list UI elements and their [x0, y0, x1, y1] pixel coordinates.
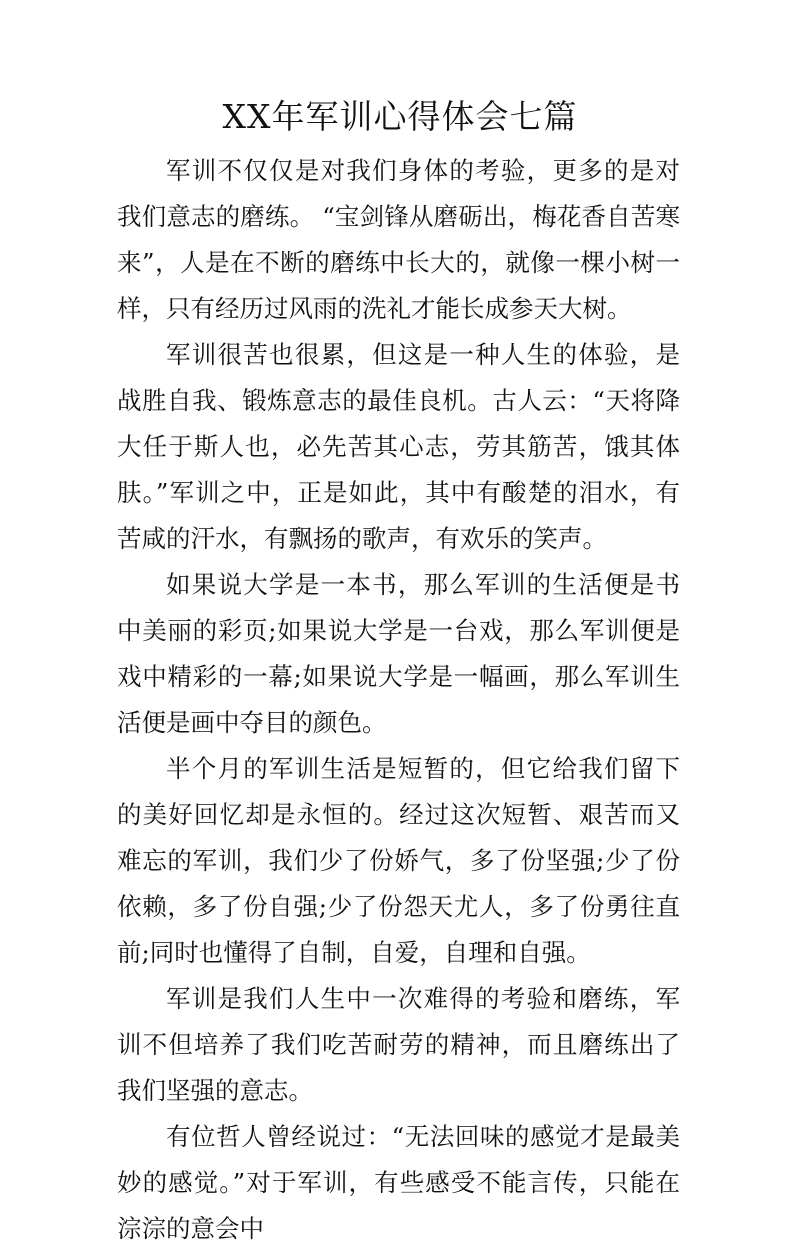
paragraph-5: 军训是我们人生中一次难得的考验和磨练，军训不但培养了我们吃苦耐劳的精神，而且磨练出了我们坚强的意志。: [117, 984, 680, 1105]
paragraph-1: 军训不仅仅是对我们身体的考验，更多的是对我们意志的磨练。 “宝剑锋从磨砺出，梅花香自苦寒来”，人是在不断的磨练中长大的，就像一棵小树一样，只有经历过风雨的洗礼才能长成参天大树。: [117, 156, 680, 323]
paragraph-3: 如果说大学是一本书，那么军训的生活便是书中美丽的彩页;如果说大学是一台戏，那么军训便是戏中精彩的一幕;如果说大学是一幅画，那么军训生活便是画中夺目的颜色。: [117, 570, 680, 737]
paragraph-4: 半个月的军训生活是短暂的，但它给我们留下的美好回忆却是永恒的。经过这次短暂、艰苦而又难忘的军训，我们少了份娇气，多了份坚强;少了份依赖，多了份自强;少了份怨天尤人，多了份勇往直前;同时也懂得了自制，自爱，自理和自强。: [117, 754, 680, 967]
paragraph-6: 有位哲人曾经说过：“无法回味的感觉才是最美妙的感觉。”对于军训，有些感受不能言传，只能在淙淙的意会中: [117, 1122, 680, 1243]
document-title: XX年军训心得体会七篇: [222, 97, 578, 136]
document-body: [117, 148, 680, 1252]
paragraph-2: 军训很苦也很累，但这是一种人生的体验，是战胜自我、锻炼意志的最佳良机。古人云：“天将降大任于斯人也，必先苦其心志，劳其筋苦，饿其体肤。”军训之中，正是如此，其中有酸楚的泪水，有苦咸的汗水，有飘扬的歌声，有欢乐的笑声。: [117, 340, 680, 553]
